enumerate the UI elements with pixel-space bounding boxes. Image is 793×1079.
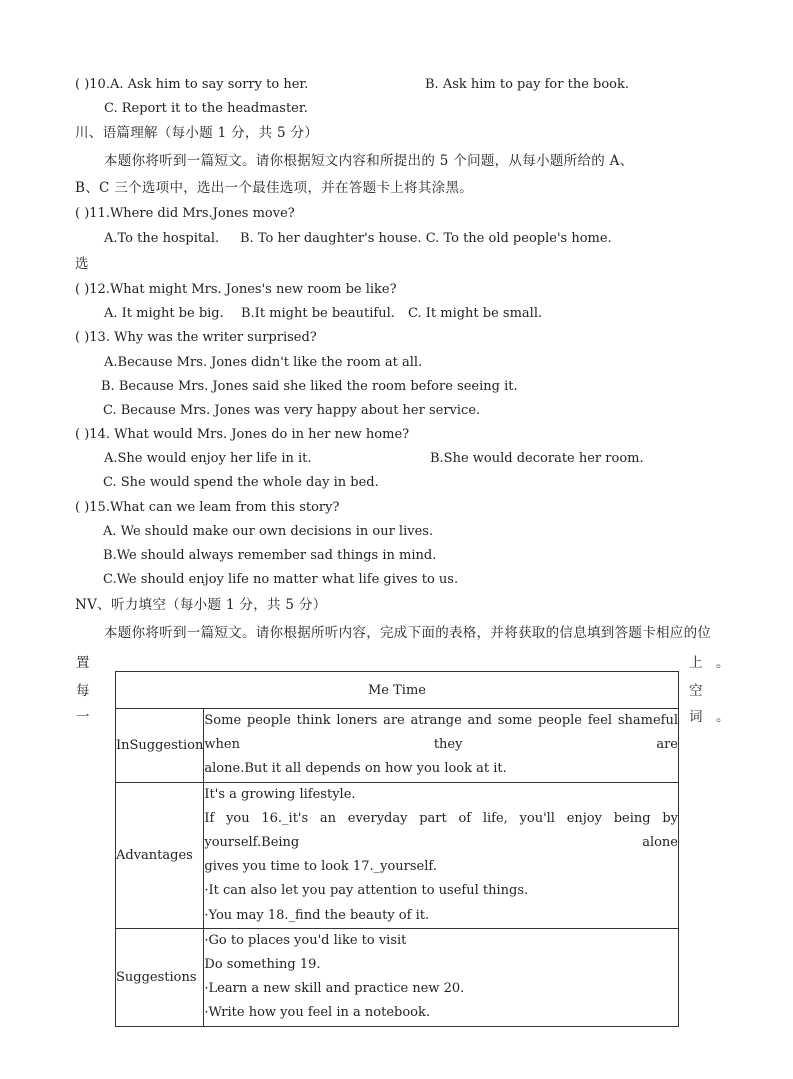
q10-option-c: C. Report it to the headmaster. (104, 101, 308, 116)
row-content-suggestions (204, 928, 679, 1026)
q15-option-c: C.We should enjoy life no matter what life gives to us. (103, 572, 459, 587)
me-time-table (115, 671, 679, 1027)
table-row (116, 709, 679, 783)
q13-stem: ( )13. Why was the writer surprised? (75, 330, 317, 345)
side-period-2: 。 (716, 709, 730, 725)
q14-stem: ( )14. What would Mrs. Jones do in her new home? (75, 427, 410, 442)
content-line: gives you time to look 17._yourself. (204, 859, 437, 875)
content-line: If you 16._it's an everyday part of life, you'll enjoy being by yourself.Being alone (204, 810, 678, 851)
side-char-left-1: 置 (76, 655, 90, 671)
q14-option-b: B.She would decorate her room. (430, 451, 644, 466)
q10-option-b: B. Ask him to pay for the book. (425, 77, 630, 92)
section3-title: 川、语篇理解（每小题 1 分，共 5 分） (75, 125, 319, 141)
side-char-right-1: 上 (689, 655, 703, 671)
q12-option-c: C. It might be small. (408, 306, 543, 321)
row-content-insuggestion (204, 709, 679, 783)
q15-option-b: B.We should always remember sad things in mind. (103, 548, 437, 563)
q10-stem: ( )10.A. Ask him to say sorry to her. (75, 77, 309, 92)
row-label-suggestions: Suggestions (116, 928, 204, 1026)
content-line: Some people think loners are atrange and some people feel shameful when they are (204, 713, 678, 753)
side-char-right-3: 词 (689, 709, 703, 725)
content-line: ·Learn a new skill and practice new 20. (204, 981, 465, 997)
content-line: ·Go to places you'd like to visit (204, 932, 407, 948)
row-label-advantages: Advantages (116, 782, 204, 928)
content-line: ·Write how you feel in a notebook. (204, 1005, 430, 1021)
q12-stem: ( )12.What might Mrs. Jones's new room be like? (75, 282, 397, 297)
table-title: Me Time (116, 672, 679, 709)
side-char-left-2: 每 (76, 683, 90, 699)
q14-option-a: A.She would enjoy her life in it. (104, 451, 312, 466)
q13-option-b: B. Because Mrs. Jones said she liked the room before seeing it. (101, 379, 518, 394)
content-line: Do something 19. (204, 957, 321, 973)
q13-option-a: A.Because Mrs. Jones didn't like the room at all. (104, 355, 423, 370)
table-header-row (116, 672, 679, 709)
section3-instruction-line1: 本题你将听到一篇短文。请你根据短文内容和所提出的 5 个问题，从每小题所给的 A、 (104, 153, 634, 169)
q15-option-a: A. We should make our own decisions in our lives. (103, 524, 434, 539)
q12-option-a: A. It might be big. (104, 306, 224, 321)
side-period-1: 。 (716, 655, 730, 671)
row-content-advantages (204, 782, 679, 928)
content-line: It's a growing lifestyle. (204, 786, 356, 802)
table-row (116, 782, 679, 928)
q11-stem: ( )11.Where did Mrs.Jones move? (75, 206, 295, 221)
q14-option-c: C. She would spend the whole day in bed. (103, 475, 379, 490)
section4-title: NV、听力填空（每小题 1 分，共 5 分） (75, 597, 327, 613)
stray-char: 选 (75, 256, 89, 272)
q15-stem: ( )15.What can we leam from this story? (75, 500, 340, 515)
section4-instruction: 本题你将听到一篇短文。请你根据所听内容，完成下面的表格，并将获取的信息填到答题卡相应的位 (104, 625, 712, 641)
section3-instruction-line2: B、C 三个选项中，选出一个最佳选项，并在答题卡上将其涂黑。 (75, 180, 474, 196)
content-line: ·You may 18._find the beauty of it. (204, 907, 430, 923)
content-line: alone.But it all depends on how you look at it. (204, 761, 507, 777)
q11-option-bc: B. To her daughter's house. C. To the old people's home. (240, 231, 612, 246)
table-row (116, 928, 679, 1026)
content-line: ·It can also let you pay attention to useful things. (204, 883, 529, 899)
side-char-left-3: 一 (76, 709, 90, 725)
q12-option-b: B.It might be beautiful. (241, 306, 395, 321)
side-char-right-2: 空 (689, 683, 703, 699)
q11-option-a: A.To the hospital. (104, 231, 220, 246)
row-label-insuggestion: InSuggestion (116, 709, 204, 783)
q13-option-c: C. Because Mrs. Jones was very happy about her service. (103, 403, 481, 418)
